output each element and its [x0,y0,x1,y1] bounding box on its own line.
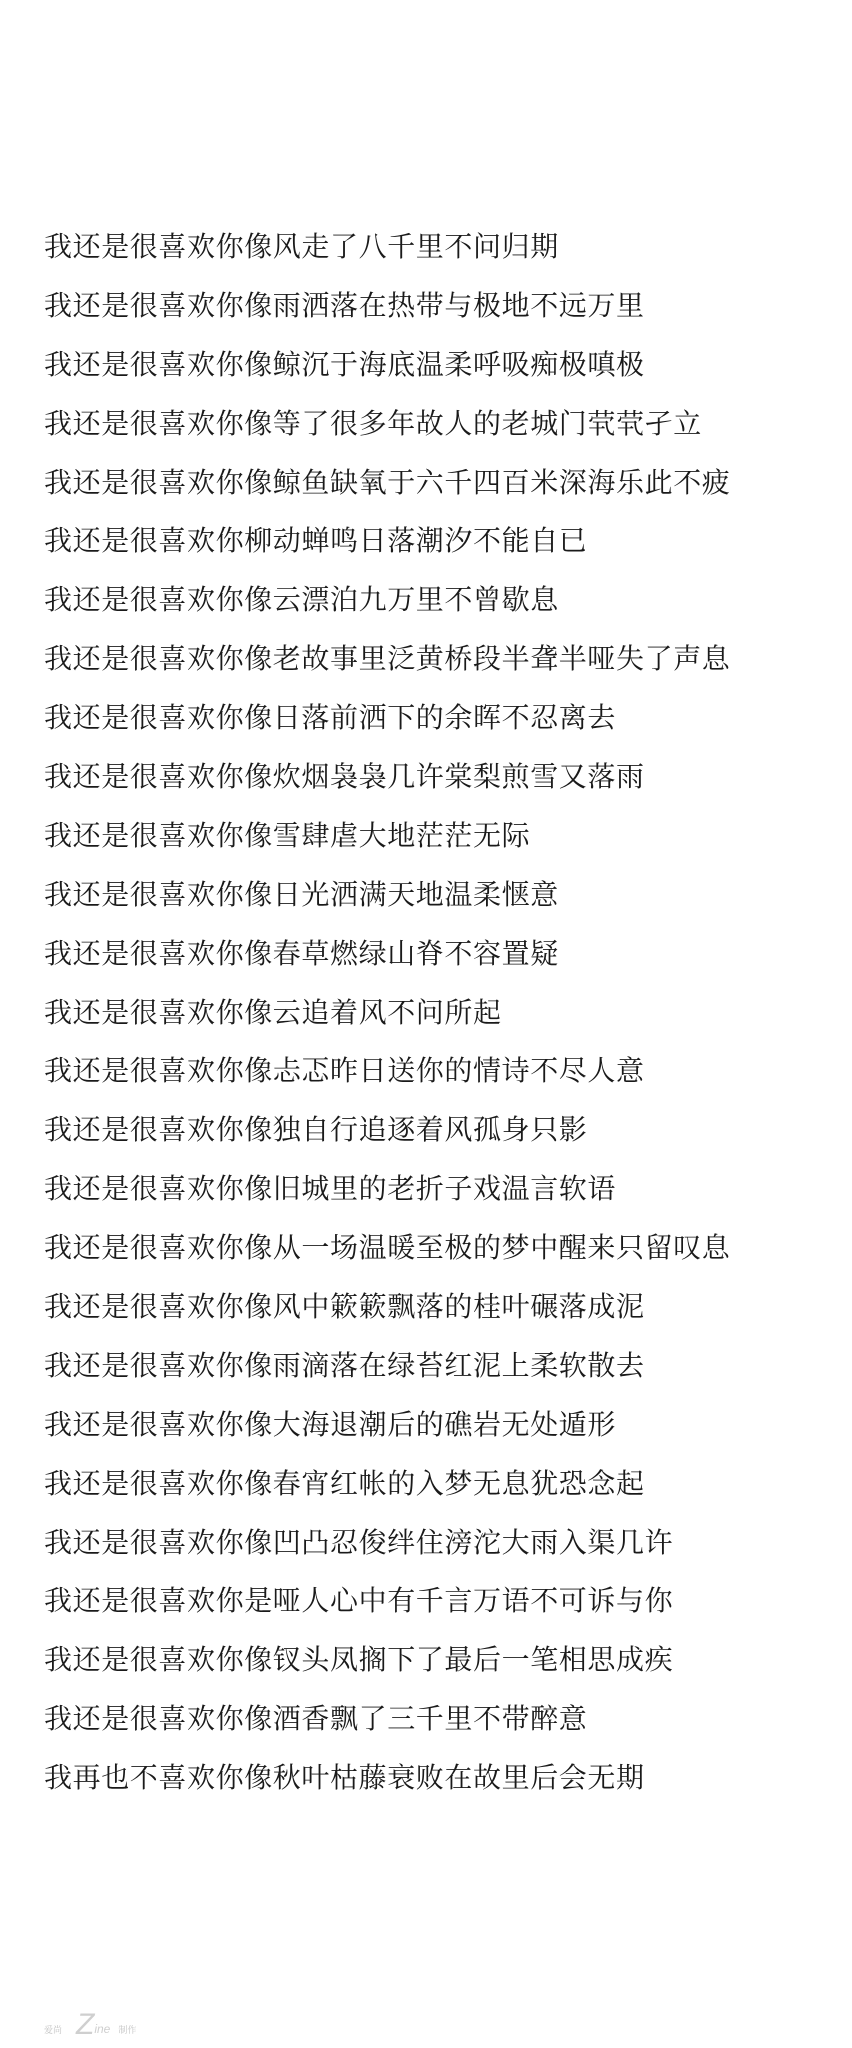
poem-line: 我还是很喜欢你像凹凸忍俊绊住滂沱大雨入渠几许 [44,1525,674,1559]
poem-line: 我还是很喜欢你像春草燃绿山脊不容置疑 [44,936,559,970]
poem-line: 我还是很喜欢你像旧城里的老折子戏温言软语 [44,1172,617,1206]
poem-line: 我还是很喜欢你像忐忑昨日送你的情诗不尽人意 [44,1054,645,1088]
poem-line: 我还是很喜欢你像雪肆虐大地茫茫无际 [44,818,531,852]
poem-line: 我还是很喜欢你像鲸鱼缺氧于六千四百米深海乐此不疲 [44,465,731,499]
poem-line: 我还是很喜欢你像日落前洒下的余晖不忍离去 [44,701,617,735]
poem-line: 我还是很喜欢你像老故事里泛黄桥段半聋半哑失了声息 [44,642,731,676]
poem-line: 我还是很喜欢你像云追着风不问所起 [44,995,502,1029]
watermark-suffix: 制作 [118,2025,137,2035]
poem-line: 我还是很喜欢你像鲸沉于海底温柔呼吸痴极嗔极 [44,347,645,381]
watermark-logo-text: ine [94,2022,111,2036]
poem-line: 我还是很喜欢你像从一场温暖至极的梦中醒来只留叹息 [44,1231,731,1265]
poem-line: 我还是很喜欢你像雨洒落在热带与极地不远万里 [44,288,645,322]
watermark-prefix: 爱尚 [44,2025,63,2035]
poem-line: 我还是很喜欢你像钗头凤搁下了最后一笔相思成疾 [44,1643,674,1677]
poem-line: 我还是很喜欢你柳动蝉鸣日落潮汐不能自已 [44,524,588,558]
poem-line: 我还是很喜欢你像独自行追逐着风孤身只影 [44,1113,588,1147]
poem-line: 我还是很喜欢你像大海退潮后的礁岩无处遁形 [44,1407,617,1441]
poem-line: 我还是很喜欢你像春宵红帐的入梦无息犹恐念起 [44,1466,645,1500]
poem-line: 我再也不喜欢你像秋叶枯藤衰败在故里后会无期 [44,1761,645,1795]
watermark [44,2006,136,2040]
poem-line: 我还是很喜欢你是哑人心中有千言万语不可诉与你 [44,1584,674,1618]
poem-line: 我还是很喜欢你像风中簌簌飘落的桂叶碾落成泥 [44,1290,645,1324]
poem-line: 我还是很喜欢你像酒香飘了三千里不带醉意 [44,1702,588,1736]
poem-line: 我还是很喜欢你像等了很多年故人的老城门茕茕孑立 [44,406,702,440]
poem-line: 我还是很喜欢你像雨滴落在绿苔红泥上柔软散去 [44,1348,645,1382]
watermark-logo-letter: Z [76,2008,95,2041]
poem-line: 我还是很喜欢你像炊烟袅袅几许棠梨煎雪又落雨 [44,760,645,794]
poem-text [44,218,834,1808]
poem-line: 我还是很喜欢你像日光洒满天地温柔惬意 [44,877,559,911]
poem-line: 我还是很喜欢你像风走了八千里不问归期 [44,230,559,263]
poem-line: 我还是很喜欢你像云漂泊九万里不曾歇息 [44,583,559,617]
